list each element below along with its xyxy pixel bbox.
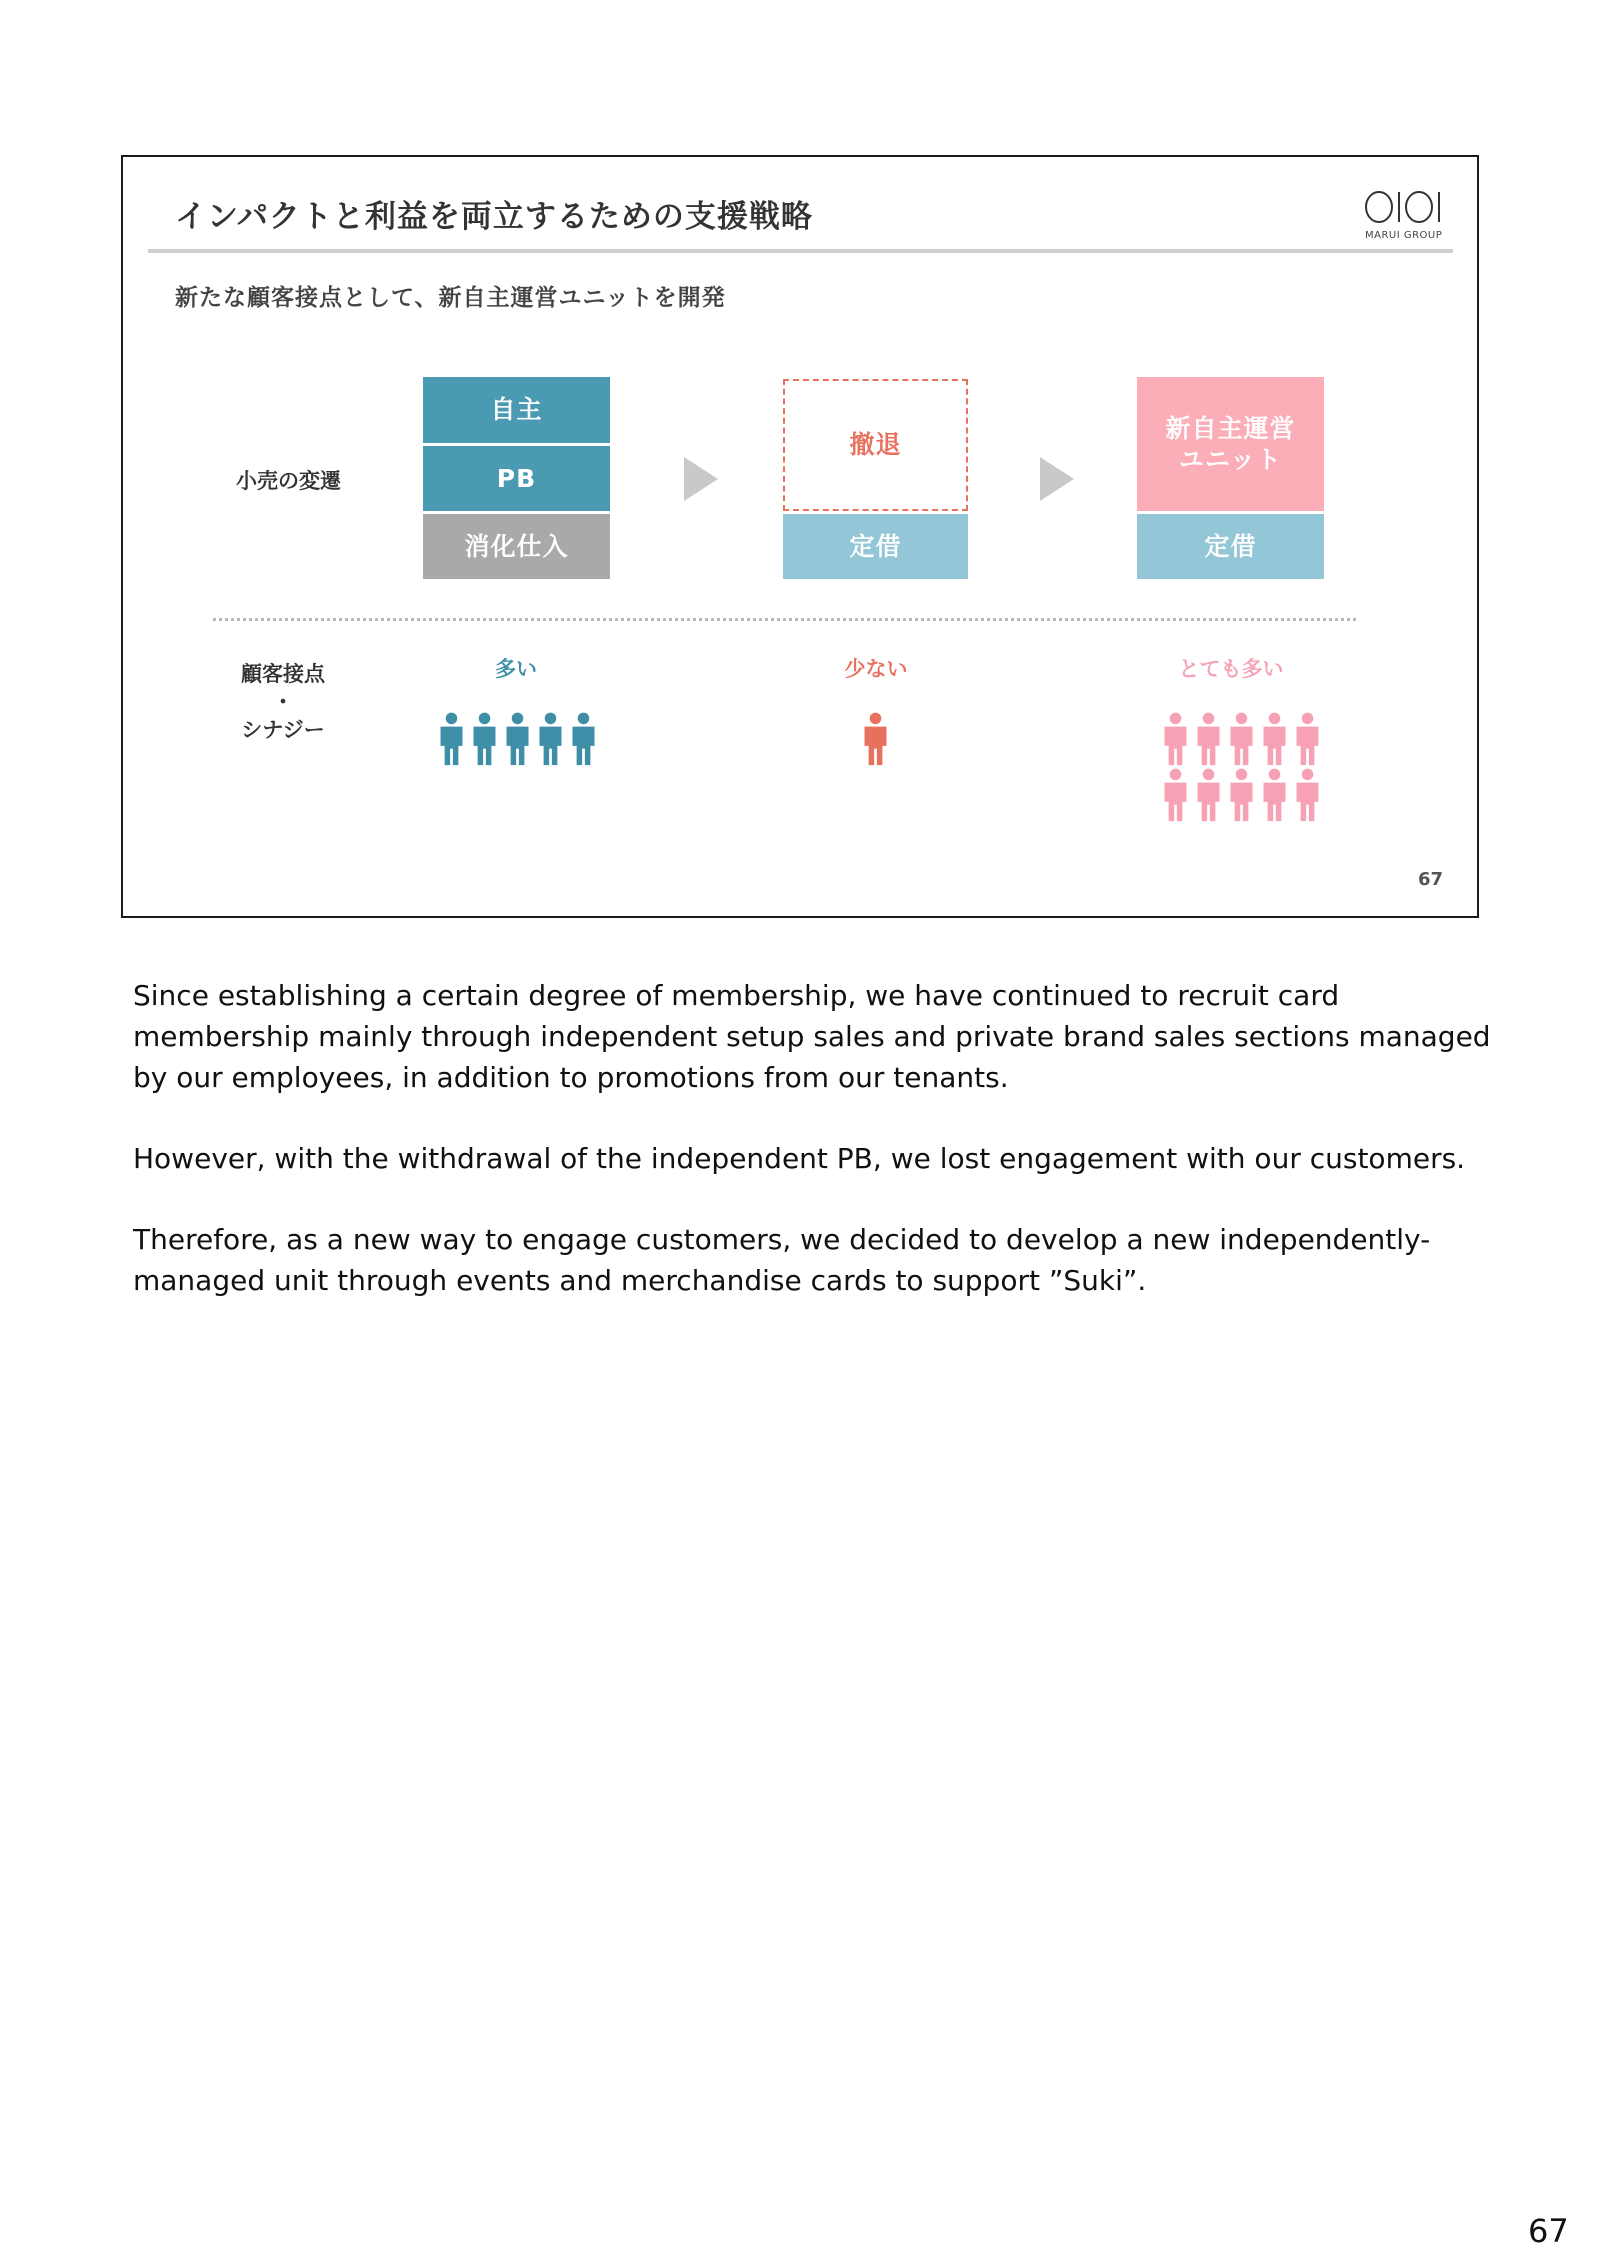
customer-label-line2: シナジー [241, 718, 325, 742]
dotted-separator [213, 618, 1356, 621]
person-icon [1192, 767, 1225, 823]
person-icon [1159, 767, 1192, 823]
paragraph-3: Therefore, as a new way to engage customers, we decided to develop a new independently-managed unit through events and merchandise cards to support ”Suki”. [133, 1223, 1431, 1297]
person-icon [1291, 711, 1324, 767]
engagement-label-few: 少ない [844, 657, 908, 681]
person-icon [468, 711, 501, 767]
box-pb: PB [423, 446, 610, 511]
triangle-arrow-icon [684, 457, 718, 501]
slide-subtitle: 新たな顧客接点として、新自主運営ユニットを開発 [175, 285, 726, 311]
person-icon [435, 711, 468, 767]
person-icon [1225, 711, 1258, 767]
slide-frame [121, 155, 1479, 918]
slide-title: インパクトと利益を両立するための支援戦略 [175, 199, 813, 235]
person-icon [1225, 767, 1258, 823]
slide-page-number: 67 [1418, 869, 1444, 890]
box-own-store: 自主 [423, 377, 610, 443]
row-label-retail: 小売の変遷 [236, 469, 341, 493]
paragraph-2: However, with the withdrawal of the independent PB, we lost engagement with our customers. [133, 1142, 1466, 1175]
people-group-few [859, 711, 899, 767]
box-consignment: 消化仕入 [423, 514, 610, 579]
title-divider [148, 249, 1453, 253]
person-icon [567, 711, 600, 767]
person-icon [1291, 767, 1324, 823]
person-icon [534, 711, 567, 767]
new-unit-line1: 新自主運営 [1165, 413, 1296, 443]
box-new-own-unit [1137, 377, 1324, 511]
page-number: 67 [1528, 2212, 1569, 2250]
person-icon [1258, 767, 1291, 823]
customer-label-line1: 顧客接点 [241, 662, 325, 686]
oioi-logo-icon [1363, 187, 1453, 229]
person-icon [501, 711, 534, 767]
body-text [133, 975, 1493, 1341]
triangle-arrow-icon [1040, 457, 1074, 501]
box-fixed-lease-middle: 定借 [783, 514, 968, 579]
person-icon [1159, 711, 1192, 767]
person-icon [1192, 711, 1225, 767]
people-group-many [435, 711, 605, 767]
box-fixed-lease-after: 定借 [1137, 514, 1324, 579]
box-withdrawal: 撤退 [783, 379, 968, 511]
new-unit-line2: ユニット [1178, 445, 1282, 474]
customer-label-dot: ・ [272, 690, 294, 714]
paragraph-1: Since establishing a certain degree of membership, we have continued to recruit card membership mainly through independent setup sales and private brand sales sections managed by our employees, in addition to promotions from our tenants. [133, 979, 1491, 1094]
people-group-very-many [1159, 711, 1329, 823]
engagement-label-very-many: とても多い [1178, 657, 1284, 681]
person-icon [1258, 711, 1291, 767]
person-icon [859, 711, 892, 767]
marui-group-logo [1363, 187, 1453, 247]
logo-text: MARUI GROUP [1365, 230, 1443, 241]
engagement-label-many: 多い [495, 657, 537, 681]
row-label-customer [241, 660, 325, 744]
